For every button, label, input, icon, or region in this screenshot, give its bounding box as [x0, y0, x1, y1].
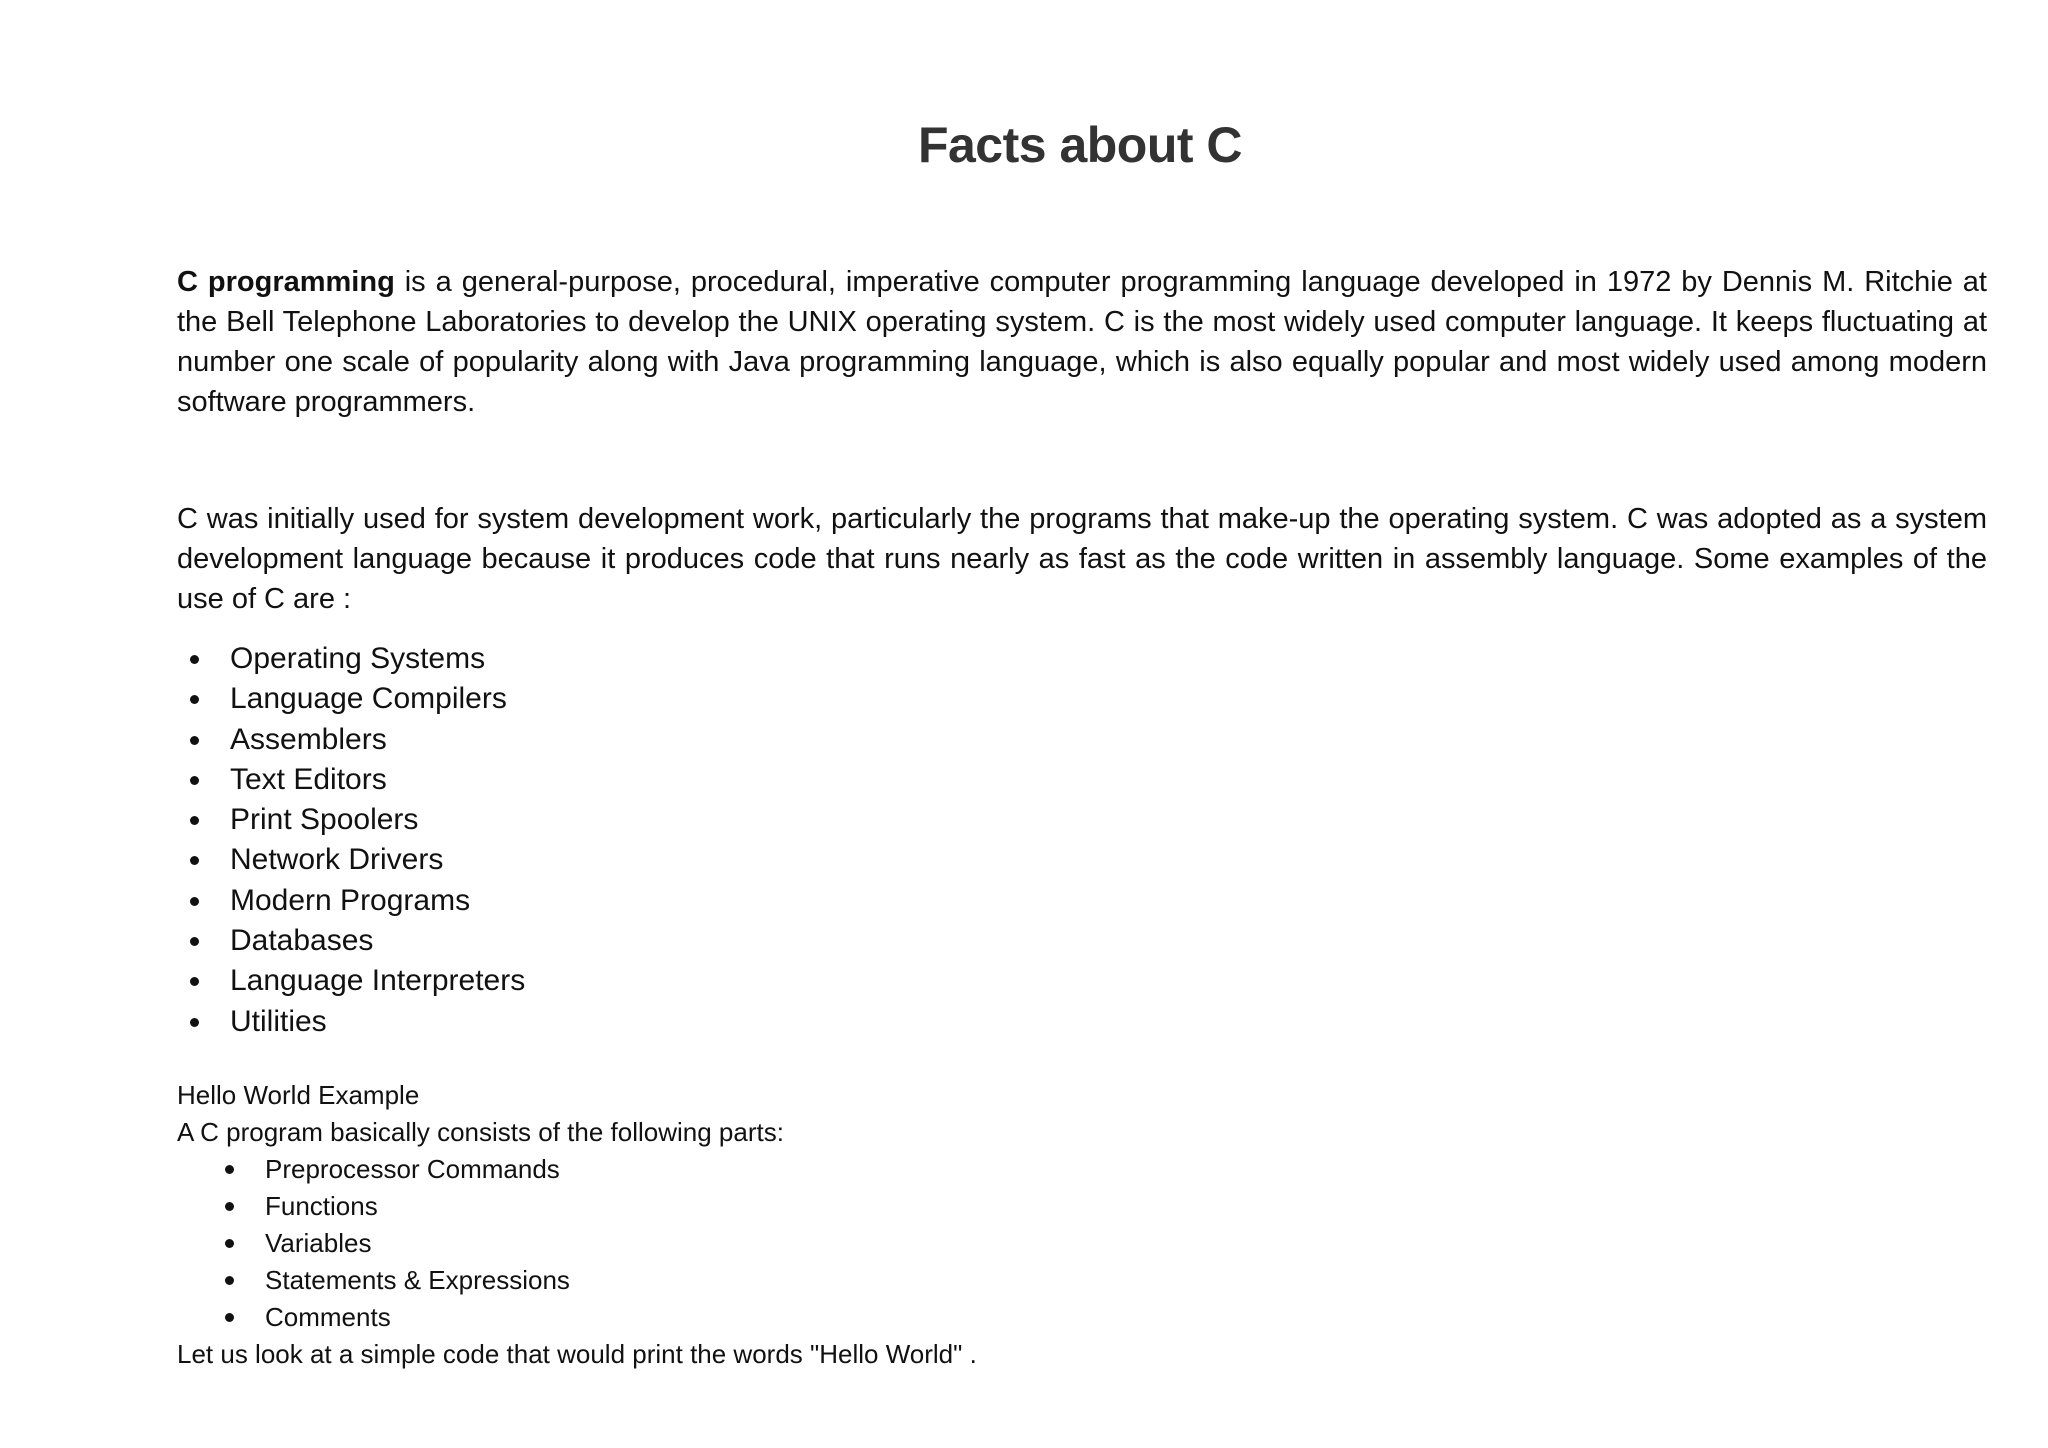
bullet-icon	[225, 1276, 234, 1285]
list-item	[230, 840, 525, 880]
bullet-icon	[225, 1202, 234, 1211]
list-item	[230, 639, 525, 679]
list-item	[230, 881, 525, 921]
intro-paragraph	[177, 262, 1987, 422]
bullet-icon	[190, 937, 199, 946]
list-item-text: Functions	[265, 1191, 378, 1221]
list-item-text: Comments	[265, 1302, 391, 1332]
list-item	[230, 961, 525, 1001]
bullet-icon	[225, 1313, 234, 1322]
closing-text: Let us look at a simple code that would print the words "Hello World" .	[177, 1339, 977, 1369]
bullet-icon	[190, 816, 199, 825]
list-item	[265, 1225, 570, 1262]
bullet-icon	[190, 695, 199, 704]
uses-list	[177, 639, 525, 1042]
list-item-text: Network Drivers	[230, 843, 444, 877]
list-item-text: Assemblers	[230, 722, 387, 756]
bullet-icon	[225, 1239, 234, 1248]
list-item	[265, 1299, 570, 1336]
bullet-icon	[225, 1165, 234, 1174]
bullet-icon	[190, 856, 199, 865]
page-title: Facts about C	[917, 117, 1243, 173]
bullet-icon	[190, 776, 199, 785]
list-item	[230, 679, 525, 719]
intro-lead-bold: C programming	[177, 266, 395, 298]
list-item-text: Print Spoolers	[230, 803, 419, 837]
bullet-icon	[190, 1018, 199, 1027]
list-item	[265, 1151, 570, 1188]
usage-paragraph: C was initially used for system development work, particularly the programs that make-up the operating system. C was adopted as a system development language because it produces code that runs nearly as fast as the code written in assembly language. Some examples of the use of C are :	[177, 503, 1987, 615]
list-item-text: Language Interpreters	[230, 964, 526, 998]
list-item-text: Variables	[265, 1228, 372, 1258]
list-item-text: Text Editors	[230, 762, 387, 796]
list-item-text: Modern Programs	[230, 883, 471, 917]
list-item-text: Utilities	[230, 1004, 327, 1038]
list-item	[230, 921, 525, 961]
hello-world-heading: Hello World Example	[177, 1080, 420, 1110]
list-item	[230, 800, 525, 840]
list-item	[265, 1188, 570, 1225]
list-item	[265, 1262, 570, 1299]
list-item-text: Databases	[230, 924, 374, 958]
bullet-icon	[190, 736, 199, 745]
bullet-icon	[190, 977, 199, 986]
list-item-text: Statements & Expressions	[265, 1265, 570, 1295]
list-item	[230, 720, 525, 760]
parts-list	[177, 1151, 570, 1336]
parts-intro: A C program basically consists of the following parts:	[177, 1117, 784, 1147]
list-item	[230, 760, 525, 800]
bullet-icon	[190, 897, 199, 906]
list-item	[230, 1002, 525, 1042]
list-item-text: Operating Systems	[230, 642, 486, 675]
bullet-icon	[190, 655, 199, 664]
list-item-text: Preprocessor Commands	[265, 1154, 560, 1184]
list-item-text: Language Compilers	[230, 682, 507, 716]
intro-rest: is a general-purpose, procedural, imperative computer programming language developed in 1972 by Dennis M. Ritchie at the Bell Telephone Laboratories to develop the UNIX operating system. C is the most widely used computer language. It keeps fluctuating at number one scale of popularity along with Java programming language, which is also equally popular and most widely used among modern software programmers.	[177, 266, 1987, 418]
